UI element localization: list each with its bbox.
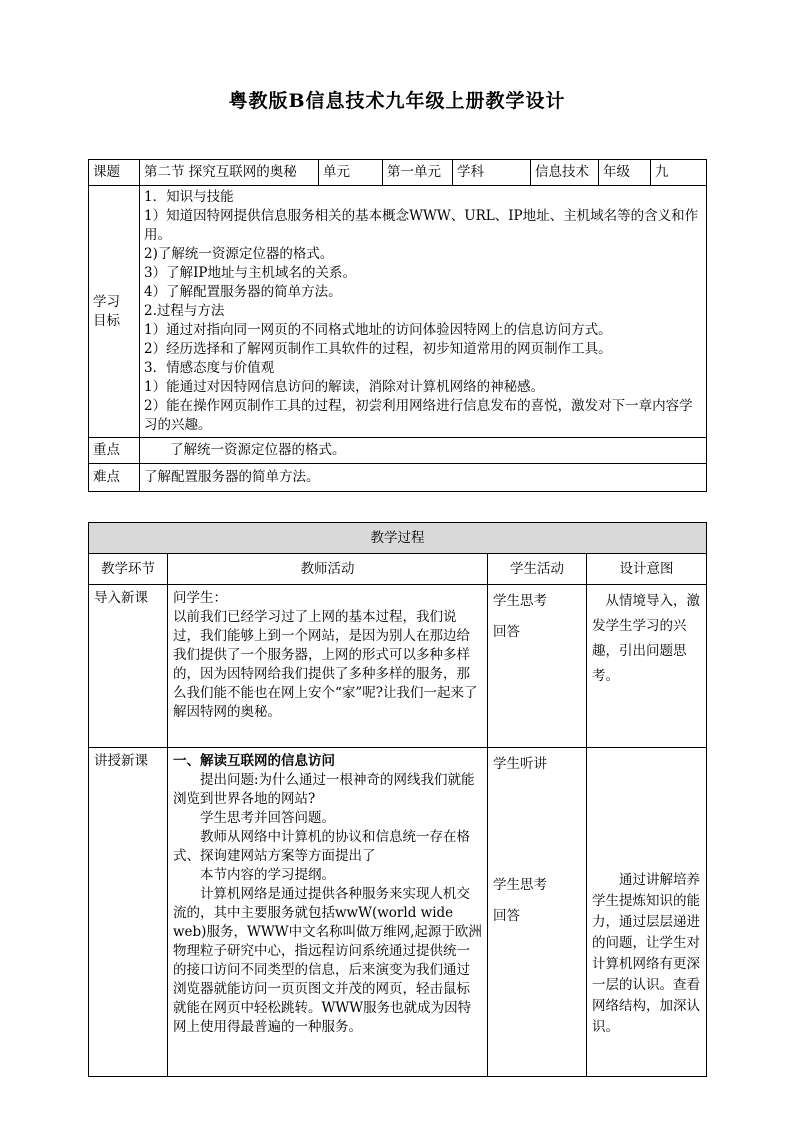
student-cell — [488, 748, 587, 1077]
course-value: 第二节 探究互联网的奥秘 — [140, 160, 319, 186]
student-line: 学生思考 — [493, 593, 547, 609]
subject-value: 信息技术 — [531, 160, 599, 186]
objective-line: 2.过程与方法 — [144, 303, 225, 319]
student-cell — [488, 585, 587, 748]
unit-label: 单元 — [319, 160, 383, 186]
objective-line: 3）了解IP地址与主机域名的关系。 — [144, 265, 357, 281]
subject-label: 学科 — [453, 160, 531, 186]
teacher-line: 问学生： — [173, 590, 227, 606]
col-teacher-header: 教师活动 — [168, 554, 488, 585]
course-label: 课题 — [89, 160, 140, 186]
student-line: 学生思考 — [493, 877, 547, 893]
grade-label: 年级 — [599, 160, 651, 186]
key-point-value: 了解统一资源定位器的格式。 — [140, 438, 707, 464]
document-title: 粤教版B信息技术九年级上册教学设计 — [228, 90, 566, 112]
table-row — [89, 585, 707, 748]
design-cell — [587, 748, 707, 1077]
difficulty-label: 难点 — [89, 464, 140, 492]
objective-line: 1）知道因特网提供信息服务相关的基本概念WWW、URL、IP地址、主机域名等的含义和作用。 — [144, 208, 699, 243]
objective-line: 3．情感态度与价值观 — [144, 360, 275, 376]
objective-line: 1）能通过对因特网信息访问的解读，消除对计算机网络的神秘感。 — [144, 379, 545, 395]
objectives-label: 学习 目标 — [89, 186, 140, 438]
student-line: 回答 — [493, 908, 520, 924]
col-design-header: 设计意图 — [587, 554, 707, 585]
objective-line: 4）了解配置服务器的简单方法。 — [144, 284, 342, 300]
objectives-content — [140, 186, 707, 438]
student-line: 学生听讲 — [493, 756, 547, 772]
col-student-header: 学生活动 — [488, 554, 587, 585]
teacher-line: 以前我们已经学习过了上网的基本过程，我们说过，我们能够上到一个网站，是因为别人在那边给我们提供了一个服务器，上网的形式可以多种多样的，因为因特网给我们提供了多种多样的服务，那么我们能不能也在网上安个“家”呢?让我们一起来了解因特网的奥秘。 — [173, 609, 478, 720]
difficulty-value: 了解配置服务器的简单方法。 — [140, 464, 707, 492]
table-row — [89, 748, 707, 1077]
design-text: 通过讲解培养学生提炼知识的能力，通过层层递进的问题，让学生对计算机网络有更深一层的认识。查看网络结构，加深认识。 — [592, 872, 700, 1035]
teacher-paragraph: 学生思考并回答问题。 — [200, 810, 335, 826]
objective-line: 2）能在操作网页制作工具的过程，初尝利用网络进行信息发布的喜悦，激发对下一章内容学习的兴趣。 — [144, 398, 693, 433]
objective-line: 1）通过对指向同一网页的不同格式地址的访问体验因特网上的信息访问方式。 — [144, 322, 612, 338]
grade-value: 九 — [651, 160, 707, 186]
teacher-cell — [168, 585, 488, 748]
teacher-paragraph: 提出问题:为什么通过一根神奇的网线我们就能浏览到世界各地的网站? — [173, 772, 475, 807]
stage-cell: 导入新课 — [89, 585, 168, 748]
teacher-paragraph: 计算机网络是通过提供各种服务来实现人机交流的，其中主要服务就包括wwW(world wide web)服务，WWW中文名称叫做万维网,起源于欧洲物理粒子研究中心，指远程访问系统通过提供统一的接口访问不同类型的信息，后来演变为我们通过浏览器就能访问一页页图文并茂的网页，轻击鼠标就能在网页中轻松跳转。WWW服务也就成为因特网上使用得最普遍的一种服务。 — [173, 886, 482, 1035]
teacher-paragraph: 本节内容的学习提纲。 — [200, 867, 335, 883]
process-header: 教学过程 — [89, 523, 707, 554]
teacher-cell — [168, 748, 488, 1077]
teacher-heading: 一、解读互联网的信息访问 — [173, 753, 335, 769]
col-stage-header: 教学环节 — [89, 554, 168, 585]
key-point-label: 重点 — [89, 438, 140, 464]
design-cell: 从情境导入，激发学生学习的兴趣，引出问题思考。 — [587, 585, 707, 748]
objective-line: 2）经历选择和了解网页制作工具软件的过程，初步知道常用的网页制作工具。 — [144, 341, 612, 357]
objective-line: 2)了解统一资源定位器的格式。 — [144, 246, 334, 262]
teacher-paragraph: 教师从网络中计算机的协议和信息统一存在格式、探询建网站方案等方面提出了 — [173, 829, 470, 864]
process-table — [88, 522, 707, 1077]
unit-value: 第一单元 — [383, 160, 453, 186]
objective-line: 1．知识与技能 — [144, 189, 234, 205]
info-table — [88, 159, 707, 492]
stage-cell: 讲授新课 — [89, 748, 168, 1077]
student-line: 回答 — [493, 624, 520, 640]
